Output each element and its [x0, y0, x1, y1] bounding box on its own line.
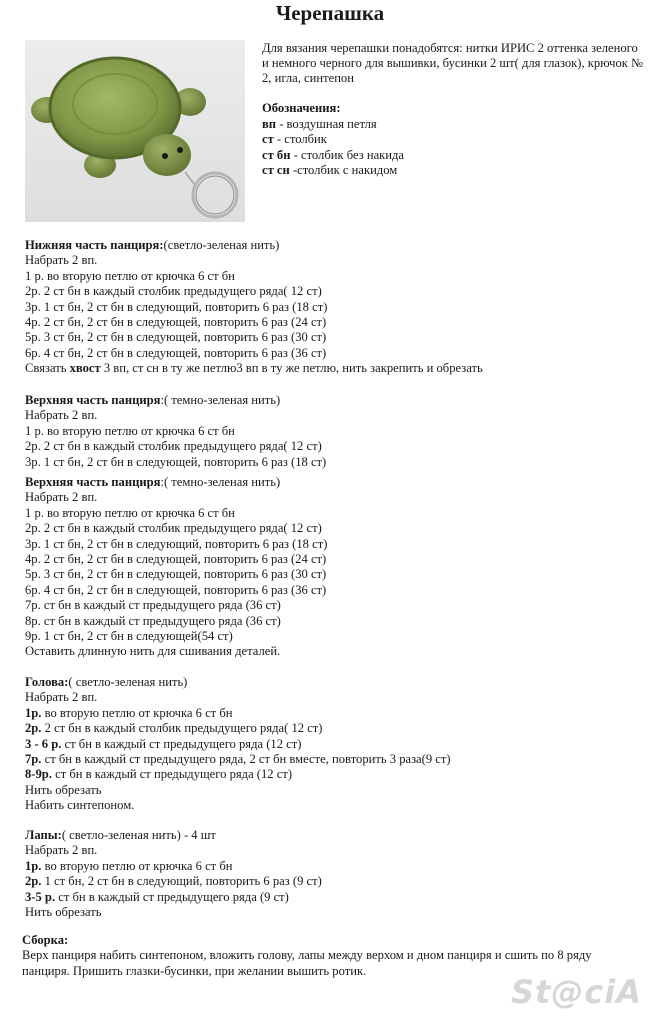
- watermark: St@ciA: [510, 973, 642, 1011]
- pattern-line: [25, 890, 645, 905]
- pattern-line: 7р. ст бн в каждый ст предыдущего ряда (36 ст): [25, 598, 281, 613]
- pattern-line: Набрать 2 вп.: [25, 408, 98, 423]
- text-fragment: 3-5 р.: [25, 889, 56, 904]
- pattern-line: панциря. Пришить глазки-бусинки, при желании вышить ротик.: [22, 963, 367, 978]
- text-fragment: Лапы:: [25, 828, 62, 842]
- text-fragment: ( светло-зеленая нить) - 4 шт: [61, 828, 216, 842]
- pattern-line: 2р. 2 ст бн в каждый столбик предыдущего ряда( 12 ст): [25, 439, 322, 454]
- text-fragment: 2р.: [25, 874, 42, 889]
- text-fragment: Связать: [25, 361, 70, 376]
- text-fragment: ст бн: [262, 147, 291, 162]
- section-bottom-shell: [25, 238, 645, 377]
- text-fragment: (светло-зеленая нить): [163, 238, 280, 252]
- page-title: Черепашка: [275, 1, 385, 25]
- text-fragment: Верхняя часть панциря: [25, 393, 161, 407]
- legend-item: [262, 117, 647, 133]
- text-fragment: 2 ст бн в каждый столбик предыдущего ряда( 12 ст): [41, 721, 323, 736]
- text-fragment: 1р.: [25, 705, 42, 720]
- text-fragment: Верхняя часть панциря: [25, 475, 161, 489]
- legend-item: [262, 132, 647, 148]
- pattern-line: 2р. 2 ст бн в каждый столбик предыдущего ряда( 12 ст): [25, 521, 322, 536]
- pattern-line: 1 р. во вторую петлю от крючка 6 ст бн: [25, 505, 235, 520]
- pattern-line: Набрать 2 вп.: [25, 690, 98, 705]
- text-fragment: ст бн в каждый ст предыдущего ряда (12 ст): [61, 736, 302, 751]
- pattern-line: 4р. 2 ст бн, 2 ст бн в следующей, повторить 6 раз (24 ст): [25, 315, 327, 330]
- pattern-line: 3р. 1 ст бн, 2 ст бн в следующей, повторить 6 раз (18 ст): [25, 454, 327, 469]
- section-heading: [25, 828, 645, 843]
- pattern-line: [25, 752, 645, 767]
- pattern-line: Верх панциря набить синтепоном, вложить голову, лапы между верхом и дном панциря и сшить по 8 ряду: [22, 948, 592, 963]
- text-fragment: вп: [262, 116, 277, 131]
- text-fragment: Голова:: [25, 675, 69, 689]
- pattern-line: 6р. 4 ст бн, 2 ст бн в следующей, повторить 6 раз (36 ст): [25, 582, 327, 597]
- text-fragment: 1р.: [25, 858, 42, 873]
- text-fragment: ст бн в каждый ст предыдущего ряда (9 ст): [55, 889, 289, 904]
- pattern-line: [25, 361, 645, 376]
- text-fragment: ст: [262, 132, 274, 146]
- text-fragment: 3 вп, ст сн в ту же петлю3 вп в ту же петлю, нить закрепить и обрезать: [100, 361, 483, 376]
- pattern-line: [25, 874, 645, 889]
- text-fragment: Нижняя часть панциря:: [25, 238, 164, 252]
- text-fragment: во вторую петлю от крючка 6 ст бн: [41, 705, 233, 720]
- text-fragment: - столбик без накида: [290, 147, 405, 162]
- text-fragment: 2р.: [25, 721, 42, 736]
- pattern-line: [25, 859, 645, 874]
- legend-item: [262, 163, 647, 179]
- pattern-line: 8р. ст бн в каждый ст предыдущего ряда (36 ст): [25, 613, 281, 628]
- text-fragment: :( темно-зеленая нить): [160, 475, 281, 489]
- crochet-turtle-icon: [25, 40, 245, 222]
- legend-item: [262, 148, 647, 164]
- text-fragment: :( темно-зеленая нить): [160, 393, 281, 407]
- pattern-line: 3р. 1 ст бн, 2 ст бн в следующий, повторить 6 раз (18 ст): [25, 299, 328, 314]
- pattern-line: Набрать 2 вп.: [25, 843, 98, 858]
- pattern-line: Нить обрезать: [25, 782, 102, 797]
- section-legs: [25, 828, 645, 920]
- pattern-line: [25, 706, 645, 721]
- section-head: [25, 675, 645, 814]
- text-fragment: во вторую петлю от крючка 6 ст бн: [41, 858, 233, 873]
- section-top-shell-1: [25, 393, 645, 470]
- section-heading: [25, 475, 645, 490]
- turtle-photo: [25, 40, 245, 222]
- pattern-line: 5р. 3 ст бн, 2 ст бн в следующей, повторить 6 раз (30 ст): [25, 330, 327, 345]
- text-fragment: ст бн в каждый ст предыдущего ряда, 2 ст бн вместе, повторить 3 раза(9 ст): [41, 752, 451, 767]
- pattern-line: 5р. 3 ст бн, 2 ст бн в следующей, повторить 6 раз (30 ст): [25, 567, 327, 582]
- pattern-line: Набрать 2 вп.: [25, 253, 98, 268]
- pattern-line: 1 р. во вторую петлю от крючка 6 ст бн: [25, 268, 235, 283]
- pattern-line: 4р. 2 ст бн, 2 ст бн в следующей, повторить 6 раз (24 ст): [25, 552, 327, 567]
- pattern-line: 3р. 1 ст бн, 2 ст бн в следующий, повторить 6 раз (18 ст): [25, 536, 328, 551]
- pattern-line: 1 р. во вторую петлю от крючка 6 ст бн: [25, 423, 235, 438]
- section-heading: [25, 675, 645, 690]
- text-fragment: ст бн в каждый ст предыдущего ряда (12 ст): [51, 767, 293, 782]
- pattern-line: Нить обрезать: [25, 905, 102, 920]
- text-fragment: 7р.: [25, 752, 42, 767]
- legend: [262, 101, 647, 179]
- pattern-line: Оставить длинную нить для сшивания деталей.: [25, 644, 281, 659]
- text-fragment: 3 - 6 р.: [25, 736, 62, 751]
- legend-heading: Обозначения:: [262, 101, 341, 115]
- text-fragment: 8-9р.: [25, 767, 52, 782]
- text-fragment: ( светло-зеленая нить): [68, 675, 188, 689]
- section-top-shell-2: [25, 475, 645, 660]
- pattern-line: 6р. 4 ст бн, 2 ст бн в следующей, повторить 6 раз (36 ст): [25, 345, 327, 360]
- text-fragment: - воздушная петля: [276, 116, 377, 131]
- pattern-line: 9р. 1 ст бн, 2 ст бн в следующей(54 ст): [25, 629, 233, 644]
- text-fragment: 1 ст бн, 2 ст бн в следующий, повторить 6 раз (9 ст): [41, 874, 322, 889]
- text-fragment: хвост: [69, 361, 101, 376]
- pattern-line: [25, 721, 645, 736]
- pattern-line: Набить синтепоном.: [25, 798, 135, 813]
- pattern-line: Набрать 2 вп.: [25, 490, 98, 505]
- section-heading: [25, 393, 645, 408]
- section-heading: Сборка:: [22, 933, 69, 947]
- materials-intro: Для вязания черепашки понадобятся: нитки ИРИС 2 оттенка зеленого и немного черного для вышивки, бусинки 2 шт( для глазок), крючок № 2, игла, синтепон: [262, 41, 644, 85]
- text-fragment: ст сн: [262, 163, 290, 177]
- text-fragment: - столбик: [273, 132, 327, 146]
- pattern-line: [25, 767, 645, 782]
- pattern-line: [25, 737, 645, 752]
- text-fragment: -столбик с накидом: [289, 163, 398, 177]
- pattern-line: 2р. 2 ст бн в каждый столбик предыдущего ряда( 12 ст): [25, 284, 322, 299]
- section-heading: [25, 238, 645, 253]
